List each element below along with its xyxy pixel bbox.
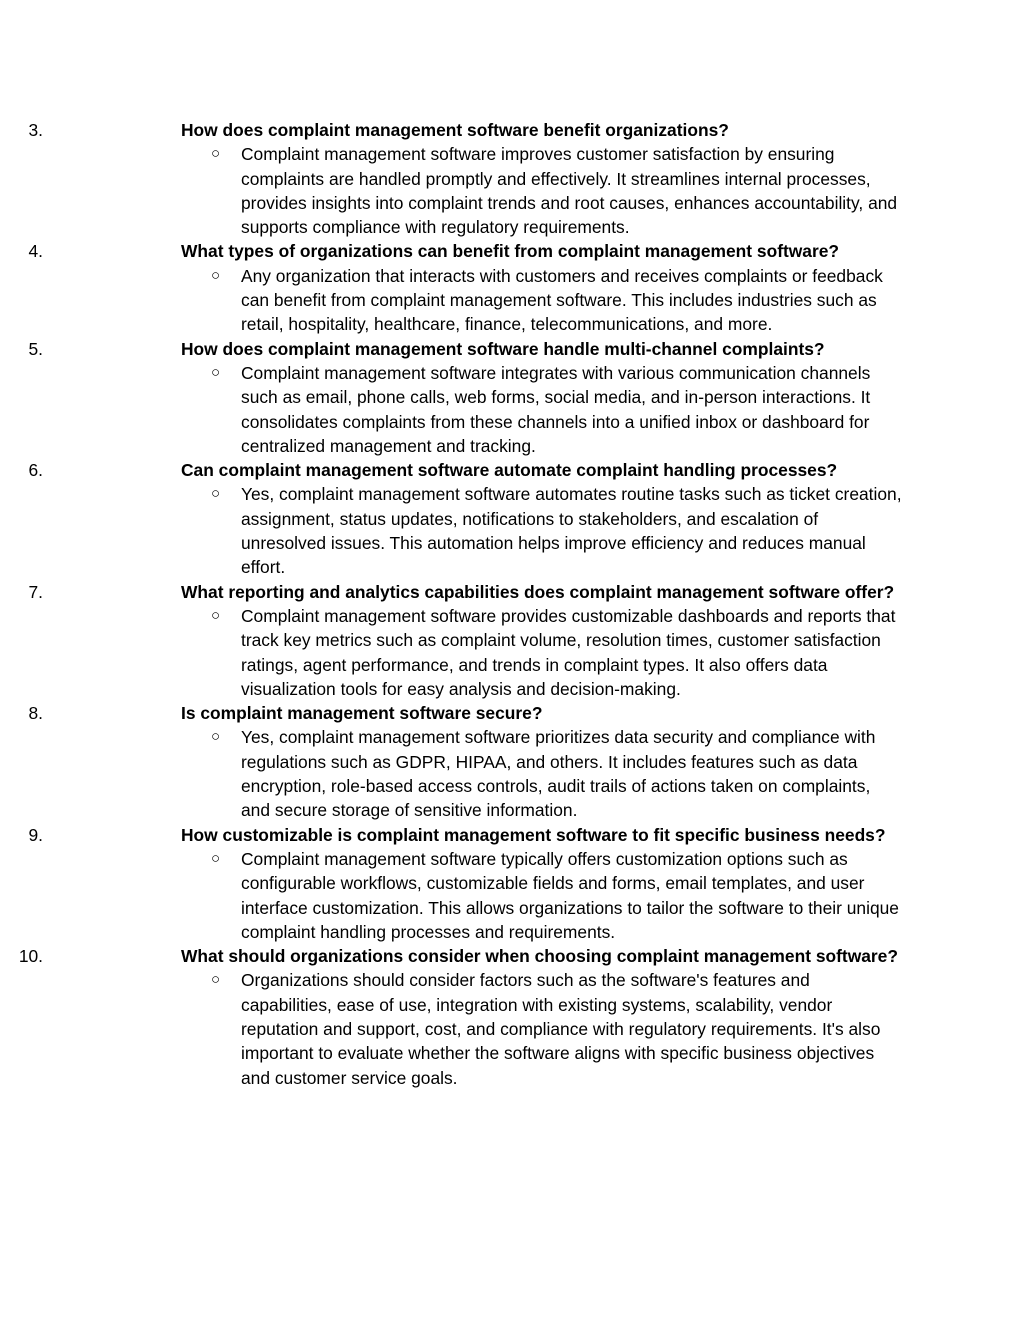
faq-question: What types of organizations can benefit from complaint management software? xyxy=(181,241,840,262)
faq-question-row xyxy=(0,580,901,604)
faq-item-5 xyxy=(0,337,1024,458)
faq-answer: Yes, complaint management software prioritizes data security and compliance with regulations such as GDPR, HIPAA, and others. It includes features such as data encryption, role-based access controls, audit trails of actions taken on complaints, and secure storage of sensitive information. xyxy=(241,727,876,821)
bullet-circle-icon: ○ xyxy=(211,971,221,989)
bullet-circle-icon: ○ xyxy=(211,849,221,867)
faq-item-8 xyxy=(0,701,1024,822)
faq-question-row xyxy=(0,337,901,361)
faq-item-4 xyxy=(0,239,1024,336)
faq-item-6 xyxy=(0,458,1024,579)
faq-question-row xyxy=(0,823,901,847)
faq-question: What should organizations consider when choosing complaint management software? xyxy=(181,946,898,967)
faq-answer-row xyxy=(0,604,904,701)
faq-number: 4. xyxy=(28,241,43,262)
document-page xyxy=(0,118,1024,1090)
faq-answer: Organizations should consider factors such as the software's features and capabilities, ease of use, integration with existing systems, scalability, vendor reputation and support, cost, and compliance with regulatory requirements. It's also important to evaluate whether the software aligns with specific business objectives and customer service goals. xyxy=(241,970,881,1088)
faq-question: How customizable is complaint management software to fit specific business needs? xyxy=(181,824,886,845)
faq-number: 10. xyxy=(18,946,43,967)
faq-item-9 xyxy=(0,823,1024,944)
faq-item-7 xyxy=(0,580,1024,701)
faq-answer-row xyxy=(0,142,904,239)
faq-question: How does complaint management software benefit organizations? xyxy=(181,120,729,140)
faq-question: Is complaint management software secure? xyxy=(181,703,543,724)
faq-question-row xyxy=(0,944,901,968)
faq-question: How does complaint management software handle multi-channel complaints? xyxy=(181,338,825,359)
faq-answer-row xyxy=(0,264,904,337)
bullet-circle-icon: ○ xyxy=(211,145,221,163)
faq-number: 5. xyxy=(28,338,43,359)
bullet-circle-icon: ○ xyxy=(211,363,221,381)
faq-answer-row xyxy=(0,725,904,822)
faq-answer-row xyxy=(0,361,904,458)
faq-answer: Any organization that interacts with customers and receives complaints or feedback can benefit from complaint management software. This includes industries such as retail, hospitality, healthcare, finance, telecommunications, and more. xyxy=(241,265,883,335)
faq-question-row xyxy=(0,118,901,142)
faq-answer: Complaint management software integrates with various communication channels such as email, phone calls, web forms, social media, and in-person interactions. It consolidates complaints from these channels into a unified inbox or dashboard for centralized management and tracking. xyxy=(241,362,871,456)
faq-number: 6. xyxy=(28,460,43,481)
bullet-circle-icon: ○ xyxy=(211,485,221,503)
faq-answer: Complaint management software improves customer satisfaction by ensuring complaints are handled promptly and effectively. It streamlines internal processes, provides insights into complaint trends and root causes, enhances accountability, and supports compliance with regulatory requirements. xyxy=(241,144,898,238)
faq-number: 9. xyxy=(28,824,43,845)
faq-answer: Complaint management software provides customizable dashboards and reports that track key metrics such as complaint volume, resolution times, customer satisfaction ratings, agent performance, and trends in complaint types. It also offers data visualization tools for easy analysis and decision-making. xyxy=(241,605,896,699)
faq-number: 8. xyxy=(28,703,43,724)
faq-answer-row xyxy=(0,482,904,579)
faq-question-row xyxy=(0,458,901,482)
faq-answer-row xyxy=(0,847,904,944)
bullet-circle-icon: ○ xyxy=(211,728,221,746)
faq-question-row xyxy=(0,239,901,263)
faq-item-3 xyxy=(0,118,1024,239)
faq-question: What reporting and analytics capabilities does complaint management software offer? xyxy=(181,581,895,602)
faq-number: 7. xyxy=(28,581,43,602)
bullet-circle-icon: ○ xyxy=(211,606,221,624)
faq-question-row xyxy=(0,701,901,725)
bullet-circle-icon: ○ xyxy=(211,266,221,284)
faq-item-10 xyxy=(0,944,1024,1090)
faq-question: Can complaint management software automate complaint handling processes? xyxy=(181,460,838,481)
faq-number: 3. xyxy=(28,120,43,140)
faq-answer-row xyxy=(0,968,904,1089)
faq-answer: Yes, complaint management software automates routine tasks such as ticket creation, assignment, status updates, notifications to stakeholders, and escalation of unresolved issues. This automation helps improve efficiency and reduces manual effort. xyxy=(241,484,902,578)
faq-answer: Complaint management software typically offers customization options such as configurable workflows, customizable fields and forms, email templates, and user interface customization. This allows organizations to tailor the software to their unique complaint handling processes and requirements. xyxy=(241,848,899,942)
